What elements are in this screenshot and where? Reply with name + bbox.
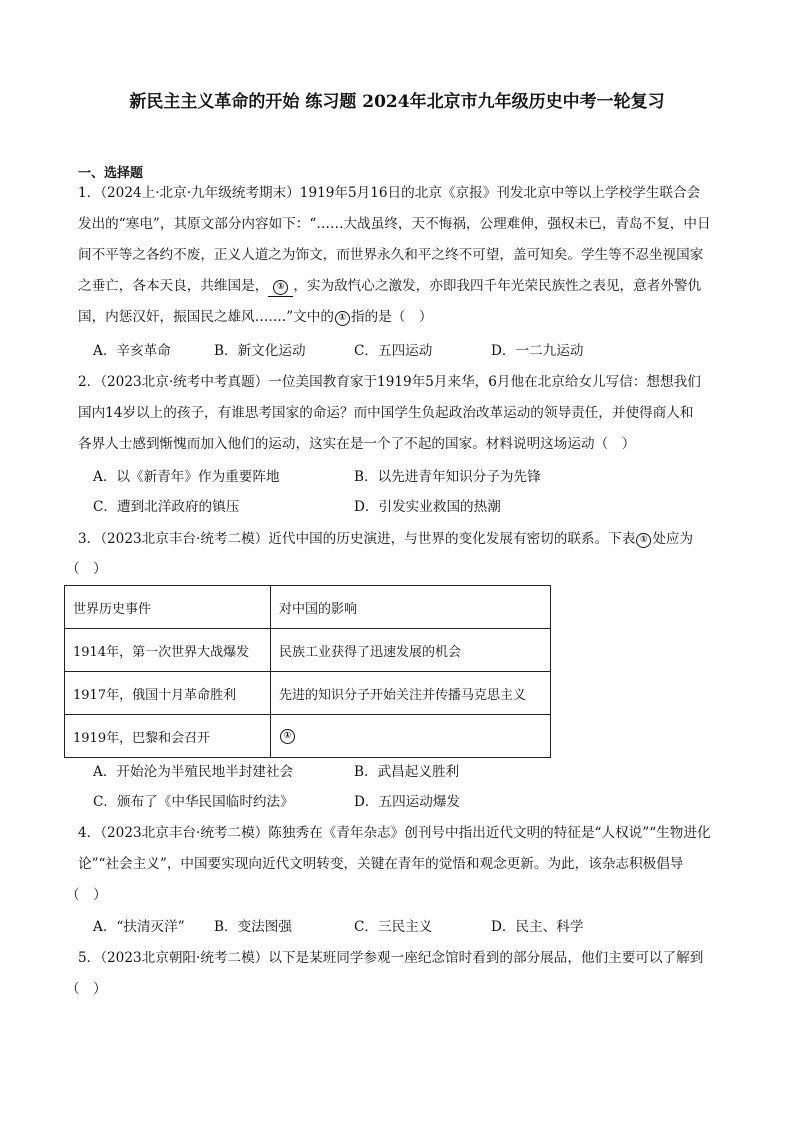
circled-number-marker: ① xyxy=(280,729,295,744)
table-header-cell: 对中国的影响 xyxy=(271,586,551,629)
option-c[interactable]: C．颁布了《中华民国临时约法》 xyxy=(93,794,294,810)
option-b[interactable]: B．变法图强 xyxy=(214,919,292,935)
question-text: 国，内惩汉奸，振国民之雄风…….”文中的 xyxy=(78,309,334,325)
option-d[interactable]: D．一二九运动 xyxy=(491,343,584,359)
question-text: 3．（2023北京丰台·统考二模）近代中国的历史演进，与世界的变化发展有密切的联系。下表 xyxy=(78,531,636,547)
option-c[interactable]: C．三民主义 xyxy=(354,919,433,935)
option-b[interactable]: B．武昌起义胜利 xyxy=(354,764,460,780)
question-text: 2．（2023北京·统考中考真题）一位美国教育家于1919年5月来华，6月他在北京给女儿写信：想想我们 xyxy=(78,374,701,390)
table-row xyxy=(65,586,551,629)
circled-number-marker: ① xyxy=(273,280,288,295)
table-row xyxy=(65,715,551,758)
table-cell: 1914年，第一次世界大战爆发 xyxy=(65,629,271,672)
question-text: 4．（2023北京丰台·统考二模）陈独秀在《青年杂志》创刊号中指出近代文明的特征是“人权说”“生物进化 xyxy=(78,825,711,841)
answer-parentheses: （ ） xyxy=(66,887,107,903)
table-cell: 先进的知识分子开始关注并传播马克思主义 xyxy=(271,672,551,715)
circled-number-marker: ① xyxy=(636,533,651,548)
history-table xyxy=(64,585,551,758)
question-text xyxy=(78,529,693,549)
question-text: 间不平等之各约不废，正义人道之为饰文，而世界永久和平之终不可望，盖可知矣。学生等不忍坐视国家 xyxy=(78,247,704,263)
option-b[interactable]: B．新文化运动 xyxy=(214,343,306,359)
option-c[interactable]: C．五四运动 xyxy=(354,343,433,359)
question-text: 论”“社会主义”，中国要实现向近代文明转变，关键在青年的觉悟和观念更新。为此，该杂志积极倡导 xyxy=(78,856,684,872)
answer-parentheses: （ ） xyxy=(66,981,107,997)
option-a[interactable]: A．辛亥革命 xyxy=(93,343,171,359)
question-text xyxy=(78,307,433,327)
question-text: 各界人士感到惭愧而加入他们的运动，这实在是一个了不起的国家。材料说明这场运动（ ） xyxy=(78,436,636,452)
option-c[interactable]: C．遭到北洋政府的镇压 xyxy=(93,499,240,515)
question-text: 指的是（ ） xyxy=(350,309,433,325)
question-text: ，实为敌忾心之激发，亦即我四千年光荣民族性之表见，意者外警仇 xyxy=(293,278,702,294)
table-header-cell: 世界历史事件 xyxy=(65,586,271,629)
page-title: 新民主主义革命的开始 练习题 2024年北京市九年级历史中考一轮复习 xyxy=(129,92,665,112)
option-a[interactable]: A．开始沦为半殖民地半封建社会 xyxy=(93,764,294,780)
question-text: 国内14岁以上的孩子，有谁思考国家的命运？而中国学生负起政治改革运动的领导责任，并使得商人和 xyxy=(78,405,694,421)
question-text: 1．（2024上·北京·九年级统考期末）1919年5月16日的北京《京报》刊发北京中等以上学校学生联合会 xyxy=(78,185,701,201)
option-d[interactable]: D．民主、科学 xyxy=(491,919,584,935)
answer-blank xyxy=(268,276,293,297)
answer-parentheses: （ ） xyxy=(66,561,107,577)
question-text xyxy=(78,276,701,297)
option-a[interactable]: A．以《新青年》作为重要阵地 xyxy=(93,469,280,485)
option-a[interactable]: A．“扶清灭洋” xyxy=(93,919,185,935)
question-text: 之垂亡，各本天良，共维国是， xyxy=(78,278,269,294)
option-d[interactable]: D．引发实业救国的热潮 xyxy=(354,499,501,515)
question-text: 5．（2023北京朝阳·统考二模）以下是某班同学参观一座纪念馆时看到的部分展品，他们主要可以了解到 xyxy=(78,950,704,966)
table-cell xyxy=(271,715,551,758)
table-cell: 民族工业获得了迅速发展的机会 xyxy=(271,629,551,672)
table-row xyxy=(65,672,551,715)
option-d[interactable]: D．五四运动爆发 xyxy=(354,794,461,810)
table-cell: 1917年，俄国十月革命胜利 xyxy=(65,672,271,715)
question-text: 发出的“寒电”，其原文部分内容如下：“……大战虽终，天不悔祸，公理难伸，强权未已，青岛不复，中日 xyxy=(78,216,711,232)
section-heading: 一、选择题 xyxy=(78,166,144,181)
circled-number-marker: ① xyxy=(335,311,350,326)
question-text: 处应为 xyxy=(652,531,694,547)
table-row xyxy=(65,629,551,672)
table-cell: 1919年，巴黎和会召开 xyxy=(65,715,271,758)
option-b[interactable]: B．以先进青年知识分子为先锋 xyxy=(354,469,541,485)
